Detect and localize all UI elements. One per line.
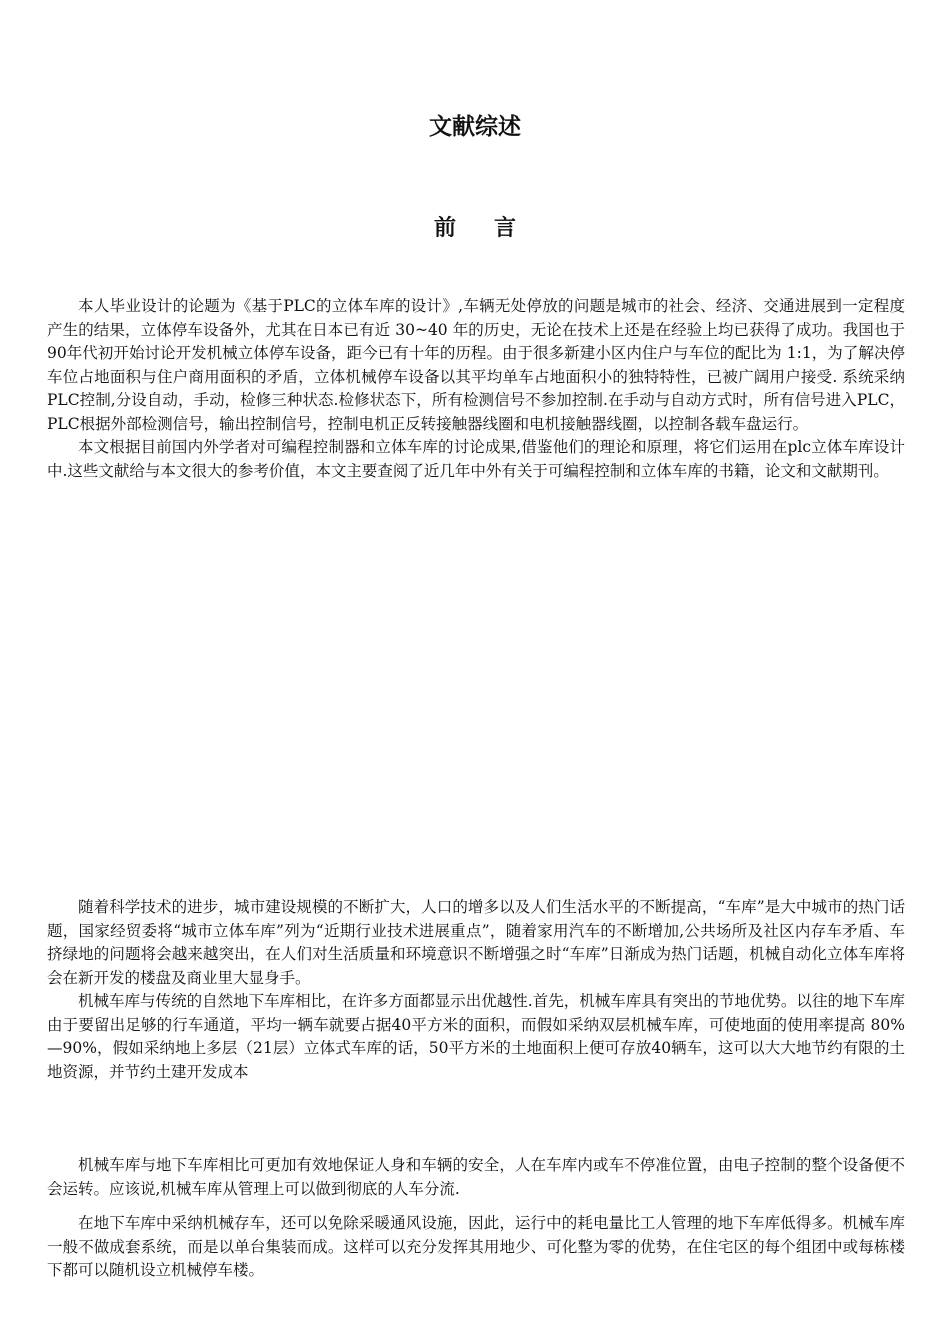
body-paragraph: 在地下车库中采纳机械存车，还可以免除采暖通风设施，因此，运行中的耗电量比工人管理的地下车库低得多。机械车库一般不做成套系统，而是以单台集装而成。这样可以充分发挥其用地少、可化整为零的优势，在住宅区的每个组团中或每栋楼下都可以随机设立机械停车楼。 <box>47 1214 905 1279</box>
safety-text-block <box>47 1154 905 1201</box>
section-heading: 前言 <box>433 216 554 241</box>
body-paragraph: 随着科学技术的进步，城市建设规模的不断扩大，人口的增多以及人们生活水平的不断提高，“车库”是大中城市的热门话题，国家经贸委将“城市立体车库”列为“近期行业技术进展重点”，随着家用汽车的不断增加,公共场所及社区内存车矛盾、车挤绿地的问题将会越来越突出，在人们对生活质量和环境意识不断增强之时“车库”日渐成为热门话题，机械自动化立体车库将会在新开发的楼盘及商业里大显身手。 <box>47 898 905 987</box>
body-paragraph: 机械车库与地下车库相比可更加有效地保证人身和车辆的安全，人在车库内或车不停准位置，由电子控制的整个设备便不会运转。应该说,机械车库从管理上可以做到彻底的人车分流. <box>47 1156 905 1198</box>
document-title: 文献综述 <box>429 114 521 140</box>
intro-paragraph: 本文根据目前国内外学者对可编程控制器和立体车库的讨论成果,借鉴他们的理论和原理，将它们运用在plc立体车库设计中.这些文献给与本文很大的参考价值，本文主要查阅了近几年中外有关于可编程控制和立体车库的书籍，论文和文献期刊。 <box>47 438 905 480</box>
energy-text-block <box>47 1212 905 1283</box>
body-paragraph: 机械车库与传统的自然地下车库相比，在许多方面都显示出优越性.首先，机械车库具有突出的节地优势。以往的地下车库由于要留出足够的行车通道，平均一辆车就要占据40平方米的面积，而假如采纳双层机械车库，可使地面的使用率提高 80%—90%，假如采纳地上多层（21层）立体式车库的话，50平方米的土地面积上便可存放40辆车，这可以大大地节约有限的土地资源，并节约土建开发成本 <box>47 992 905 1081</box>
body-text-block <box>47 896 905 1084</box>
intro-paragraph: 本人毕业设计的论题为《基于PLC的立体车库的设计》,车辆无处停放的问题是城市的社会、经济、交通进展到一定程度产生的结果，立体停车设备外，尤其在日本已有近 30~40 年的历史，无论在技术上还是在经验上均已获得了成功。我国也于90年代初开始讨论开发机械立体停车设备，距今已有十年的历程。由于很多新建小区内住户与车位的配比为 1:1，为了解决停车位占地面积与住户商用面积的矛盾，立体机械停车设备以其平均单车占地面积小的独特特性，已被广阔用户接受. 系统采纳PLC控制,分设自动，手动，检修三种状态.检修状态下，所有检测信号不参加控制.在手动与自动方式时，所有信号进入PLC，PLC根据外部检测信号，输出控制信号，控制电机正反转接触器线圈和电机接触器线圈，以控制各载车盘运行。 <box>47 297 905 433</box>
intro-text-block <box>47 295 905 483</box>
